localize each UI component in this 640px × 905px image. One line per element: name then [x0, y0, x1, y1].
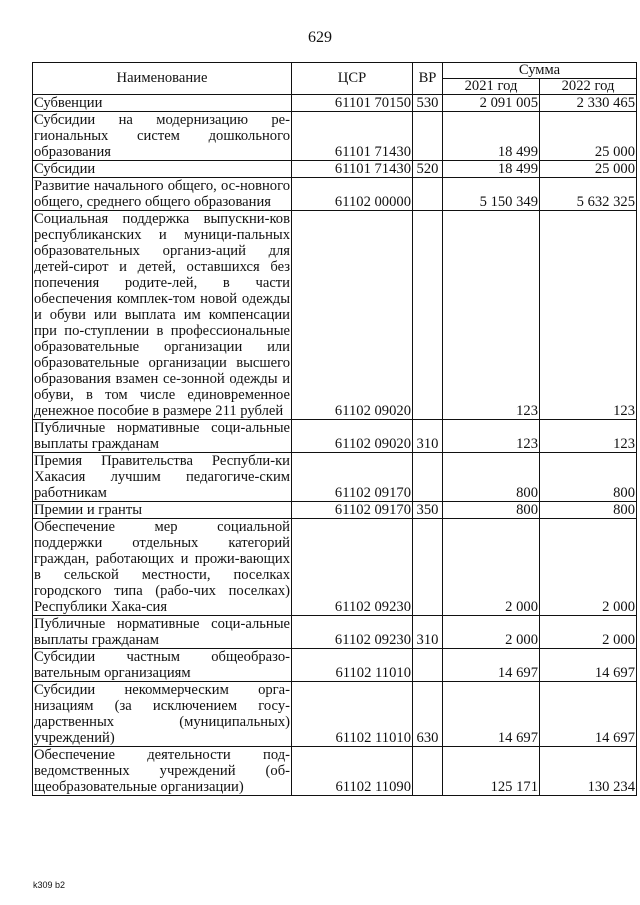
- row-vr: [413, 519, 443, 616]
- row-amount-2021: 18 499: [443, 112, 540, 161]
- row-name: Субвенции: [33, 95, 292, 112]
- row-amount-2021: 14 697: [443, 649, 540, 682]
- row-name: Премия Правительства Республи-ки Хакасия лучшим педагогиче-ским работникам: [34, 453, 290, 501]
- row-vr: [413, 178, 443, 211]
- row-vr: 520: [413, 161, 443, 178]
- row-amount-2022: 2 000: [540, 616, 637, 649]
- row-csr: 61102 00000: [292, 178, 413, 211]
- row-csr: 61102 09230: [292, 616, 413, 649]
- row-csr: 61102 09170: [292, 453, 413, 502]
- row-vr: 530: [413, 95, 443, 112]
- row-amount-2022: 800: [540, 502, 637, 519]
- table-row: [33, 682, 637, 747]
- row-amount-2021: 2 000: [443, 519, 540, 616]
- row-amount-2021: 18 499: [443, 161, 540, 178]
- row-name: Обеспечение мер социальной поддержки отдельных категорий граждан, работающих и прожи-вающих в сельской местности, поселках городского типа (рабо-чих поселках) Республики Хака-сия: [34, 519, 290, 615]
- row-amount-2021: 123: [443, 420, 540, 453]
- header-csr: ЦСР: [292, 63, 413, 95]
- budget-table: [32, 62, 637, 796]
- row-name: Субсидии некоммерческим орга-низациям (за исключением госу-дарственных (муниципальных) учреждений): [34, 682, 290, 746]
- row-csr: 61102 11010: [292, 682, 413, 747]
- row-amount-2021: 800: [443, 453, 540, 502]
- row-amount-2021: 2 091 005: [443, 95, 540, 112]
- row-name: Публичные нормативные соци-альные выплаты гражданам: [34, 420, 290, 452]
- row-name: Развитие начального общего, ос-новного общего, среднего общего образования: [34, 178, 290, 210]
- row-csr: 61102 09020: [292, 420, 413, 453]
- row-name: Обеспечение деятельности под-ведомственных учреждений (об-щеобразовательные организации): [34, 747, 290, 795]
- row-vr: [413, 112, 443, 161]
- table-row: [33, 649, 637, 682]
- row-csr: 61102 09170: [292, 502, 413, 519]
- row-amount-2021: 800: [443, 502, 540, 519]
- row-amount-2022: 25 000: [540, 112, 637, 161]
- page-number: 629: [308, 29, 332, 46]
- row-name: Субсидии на модернизацию ре-гиональных систем дошкольного образования: [34, 112, 290, 160]
- row-csr: 61102 09020: [292, 211, 413, 420]
- row-vr: 310: [413, 616, 443, 649]
- row-csr: 61101 71430: [292, 161, 413, 178]
- table-row: [33, 95, 637, 112]
- row-amount-2022: 14 697: [540, 682, 637, 747]
- row-name: Премии и гранты: [33, 502, 292, 519]
- row-amount-2022: 2 330 465: [540, 95, 637, 112]
- row-vr: [413, 453, 443, 502]
- row-amount-2021: 125 171: [443, 747, 540, 796]
- row-amount-2022: 14 697: [540, 649, 637, 682]
- row-vr: [413, 211, 443, 420]
- table-row: [33, 161, 637, 178]
- table-row: [33, 211, 637, 420]
- row-name: Субсидии частным общеобразо-вательным организациям: [34, 649, 290, 681]
- header-vr: ВР: [413, 63, 443, 95]
- table-row: [33, 453, 637, 502]
- row-amount-2022: 800: [540, 453, 637, 502]
- row-vr: [413, 747, 443, 796]
- row-amount-2022: 130 234: [540, 747, 637, 796]
- row-amount-2021: 123: [443, 211, 540, 420]
- row-csr: 61102 11010: [292, 649, 413, 682]
- row-amount-2021: 14 697: [443, 682, 540, 747]
- table-row: [33, 420, 637, 453]
- row-amount-2022: 5 632 325: [540, 178, 637, 211]
- table-row: [33, 502, 637, 519]
- header-sum: Сумма: [443, 63, 637, 79]
- row-amount-2022: 123: [540, 420, 637, 453]
- table-row: [33, 112, 637, 161]
- header-year-2022: 2022 год: [540, 79, 637, 95]
- row-amount-2021: 5 150 349: [443, 178, 540, 211]
- footer-code: k309 b2: [33, 880, 66, 890]
- row-name: Субсидии: [33, 161, 292, 178]
- row-amount-2021: 2 000: [443, 616, 540, 649]
- row-name: Публичные нормативные соци-альные выплаты гражданам: [34, 616, 290, 648]
- table-row: [33, 747, 637, 796]
- row-amount-2022: 123: [540, 211, 637, 420]
- row-name: Социальная поддержка выпускни-ков республиканских и муници-пальных образовательных организ-аций для детей-сирот и детей, оставшихся без попечения родите-лей, в части обеспечения комплек-том новой одежды и обуви или выплата им компенсации при по-ступлении в профессиональные образовательные организации или образовательные организации высшего образования взамен се-зонной одежды и обуви, в том числе единовременное денежное пособие в размере 211 рублей: [34, 211, 290, 419]
- header-name: Наименование: [33, 63, 292, 95]
- row-amount-2022: 25 000: [540, 161, 637, 178]
- row-vr: 630: [413, 682, 443, 747]
- row-csr: 61101 71430: [292, 112, 413, 161]
- row-csr: 61102 11090: [292, 747, 413, 796]
- row-csr: 61101 70150: [292, 95, 413, 112]
- row-csr: 61102 09230: [292, 519, 413, 616]
- row-vr: 310: [413, 420, 443, 453]
- table-row: [33, 616, 637, 649]
- table-row: [33, 519, 637, 616]
- header-year-2021: 2021 год: [443, 79, 540, 95]
- row-vr: 350: [413, 502, 443, 519]
- row-amount-2022: 2 000: [540, 519, 637, 616]
- table-row: [33, 178, 637, 211]
- row-vr: [413, 649, 443, 682]
